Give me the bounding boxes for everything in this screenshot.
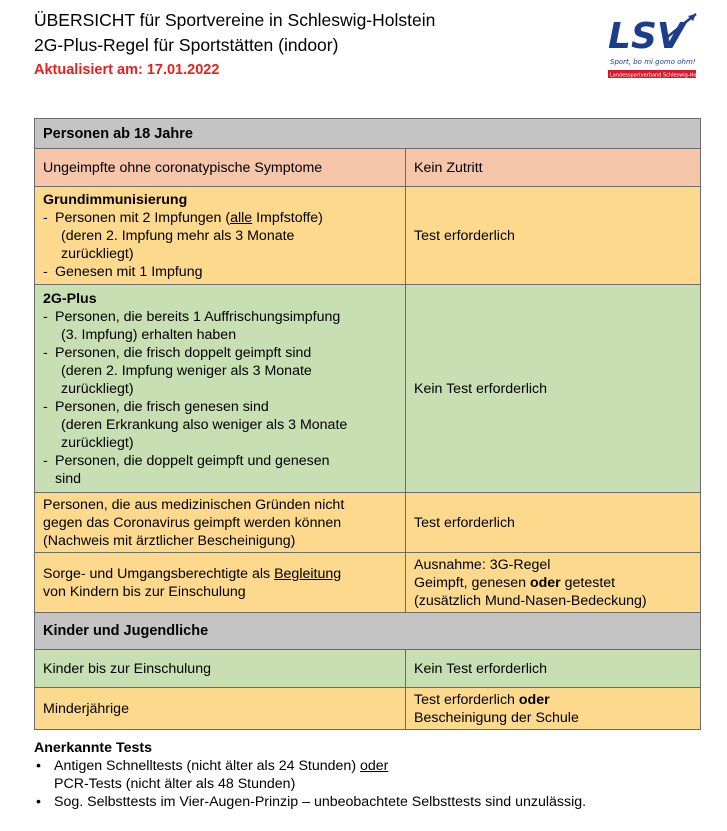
row-label: Ungeimpfte ohne coronatypische Symptome xyxy=(35,149,406,187)
row-label: Sorge- und Umgangsberechtigte als Begleitung von Kindern bis zur Einschulung xyxy=(35,553,406,613)
section-title: Kinder und Jugendliche xyxy=(35,613,701,650)
row-rule: Kein Zutritt xyxy=(406,149,701,187)
row-label xyxy=(35,285,406,493)
list-item: - Personen, die bereits 1 Auffrischungsimpfung xyxy=(43,308,341,325)
page-title: ÜBERSICHT für Sportvereine in Schleswig-Holstein xyxy=(34,10,436,30)
row-rule: Kein Test erforderlich xyxy=(406,285,701,493)
page-subtitle: 2G-Plus-Regel für Sportstätten (indoor) xyxy=(34,35,339,55)
list-item-detail: (3. Impfung) erhalten haben xyxy=(61,326,237,343)
list-item: - Personen mit 2 Impfungen (alle Impfstoffe) xyxy=(43,209,323,226)
table-row xyxy=(35,688,701,730)
row-rule: Test erforderlich xyxy=(406,493,701,553)
list-item-detail: zurückliegt) xyxy=(61,434,134,451)
bullet-icon: • xyxy=(36,758,41,774)
row-label: Minderjährige xyxy=(35,688,406,730)
list-item: - Personen, die frisch doppelt geimpft sind xyxy=(43,344,312,361)
section-title: Personen ab 18 Jahre xyxy=(35,119,701,149)
row-label: Personen, die aus medizinischen Gründen nicht gegen das Coronavirus geimpft werden können (Nachweis mit ärztlicher Bescheinigung) xyxy=(35,493,406,553)
list-item-detail: (deren 2. Impfung weniger als 3 Monate xyxy=(61,362,312,379)
list-item: - Genesen mit 1 Impfung xyxy=(43,263,203,280)
logo-slogan: Sport, bo mi gomo ohm! xyxy=(610,58,696,66)
list-item: • Sog. Selbsttests im Vier-Augen-Prinzip – unbeobachtete Selbsttests sind unzulässig. xyxy=(36,794,587,810)
document-header xyxy=(34,8,435,82)
row-label: Kinder bis zur Einschulung xyxy=(35,650,406,688)
table-row xyxy=(35,187,701,285)
bullet-icon: • xyxy=(36,794,41,810)
section-header-children xyxy=(35,613,701,650)
row-rule: Ausnahme: 3G-Regel Geimpft, genesen oder getestet (zusätzlich Mund-Nasen-Bedeckung) xyxy=(406,553,701,613)
table-row xyxy=(35,149,701,187)
tests-title: Anerkannte Tests xyxy=(34,740,153,756)
list-item: - Personen, die doppelt geimpft und genesen xyxy=(43,452,330,469)
block-title: Grundimmunisierung xyxy=(43,191,188,208)
row-rule: Test erforderlich xyxy=(406,187,701,285)
table-row xyxy=(35,285,701,493)
logo-org: Landessportverband Schleswig-Holstein xyxy=(610,72,711,79)
updated-date: Aktualisiert am: 17.01.2022 xyxy=(34,62,220,78)
table-row xyxy=(35,650,701,688)
list-item-detail: zurückliegt) xyxy=(61,245,134,262)
lsv-logo xyxy=(604,8,711,84)
list-item-detail: zurückliegt) xyxy=(61,380,134,397)
list-item-detail: sind xyxy=(55,470,82,487)
rules-table xyxy=(34,118,701,730)
block-title: 2G-Plus xyxy=(43,290,97,307)
row-rule: Test erforderlich oder Bescheinigung der Schule xyxy=(406,688,701,730)
list-item: • Antigen Schnelltests (nicht älter als 24 Stunden) oder PCR-Tests (nicht älter als 48 Stunden) xyxy=(36,758,389,792)
table-row xyxy=(35,493,701,553)
section-header-adults xyxy=(35,119,701,149)
row-rule: Kein Test erforderlich xyxy=(406,650,701,688)
list-item-detail: (deren Erkrankung also weniger als 3 Monate xyxy=(61,416,348,433)
logo-letters: LSV xyxy=(608,16,685,57)
recognized-tests xyxy=(34,739,714,811)
list-item-detail: (deren 2. Impfung mehr als 3 Monate xyxy=(61,227,295,244)
table-row xyxy=(35,553,701,613)
row-label xyxy=(35,187,406,285)
list-item: - Personen, die frisch genesen sind xyxy=(43,398,269,415)
